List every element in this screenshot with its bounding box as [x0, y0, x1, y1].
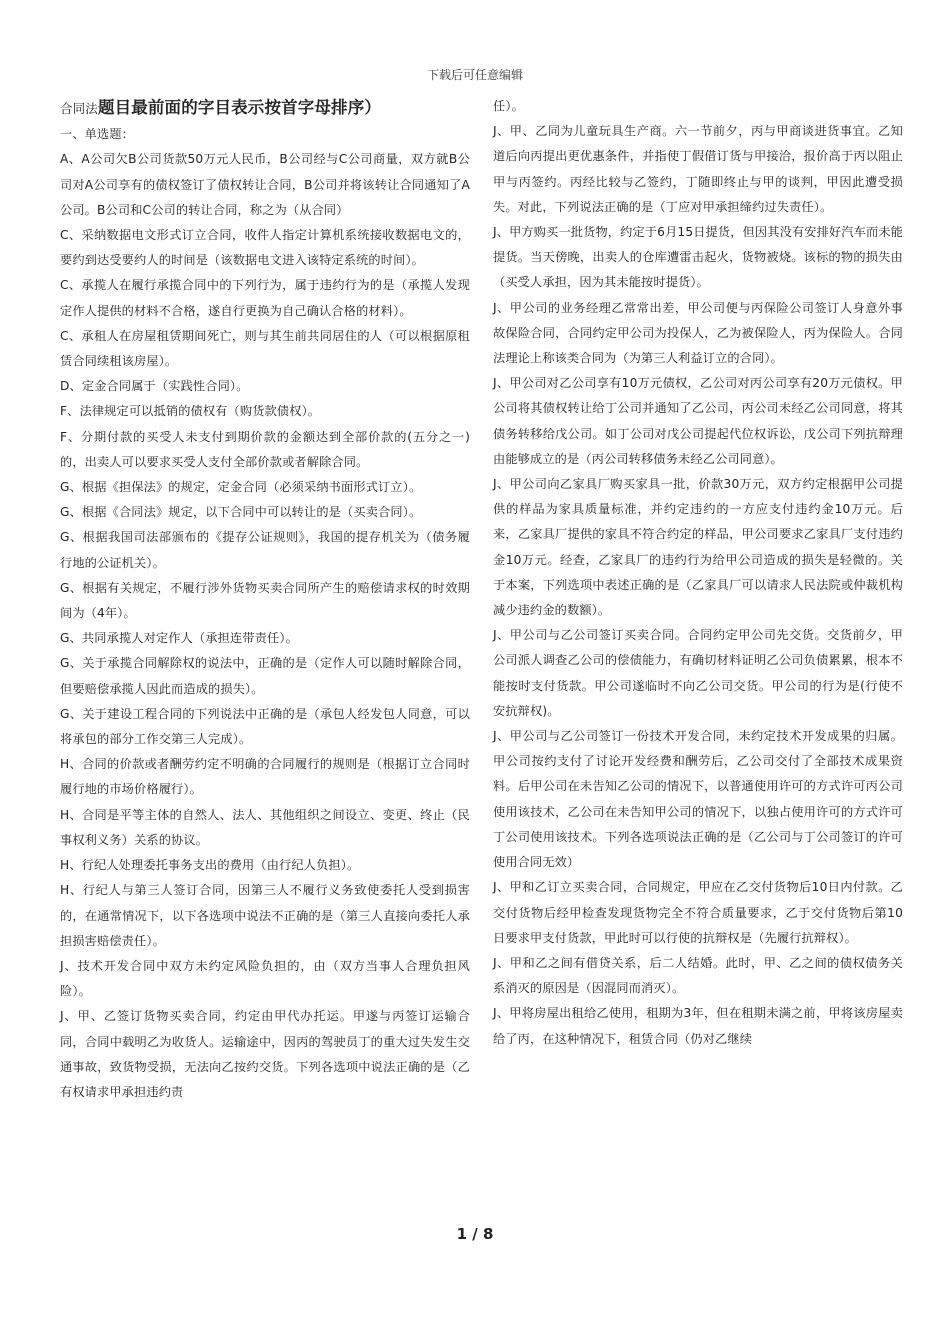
question-item: G、根据《担保法》的规定，定金合同（必须采纳书面形式订立）。 — [60, 480, 422, 495]
question-item: C、承揽人在履行承揽合同中的下列行为，属于违约行为的是（承揽人发现定作人提供的材料不合格，遂自行更换为自己确认合格的材料）。 — [60, 278, 470, 318]
title-main: 题目最前面的字目表示按首字母排序） — [97, 98, 382, 117]
question-item: J、技术开发合同中双方未约定风险负担的，由（双方当事人合理负担风险）。 — [60, 958, 470, 999]
section-heading: 一、单选题： — [60, 127, 135, 142]
question-item: J、甲公司与乙公司签订买卖合同。合同约定甲公司先交货。交货前夕，甲公司派人调查乙公司的偿债能力，有确切材料证明乙公司负债累累，根本不能按时支付货款。甲公司遂临时不向乙公司交货。甲公司的行为是(行使不安抗辩权)。 — [493, 628, 903, 718]
document-title — [60, 95, 470, 122]
question-item: J、甲公司的业务经理乙常常出差，甲公司便与丙保险公司签订人身意外事故保险合同，合同约定甲公司为投保人，乙为被保险人，丙为保险人。合同法理论上称该类合同为（为第三人利益订立的合同）。 — [493, 300, 903, 366]
question-item: 任）。 — [493, 99, 524, 113]
question-item: C、采纳数据电文形式订立合同，收件人指定计算机系统接收数据电文的，要约到达受要约人的时间是（该数据电文进入该特定系统的时间）。 — [60, 228, 470, 268]
question-item: G、关于建设工程合同的下列说法中正确的是（承包人经发包人同意，可以将承包的部分工作交第三人完成）。 — [60, 706, 470, 747]
question-item: J、甲将房屋出租给乙使用，租期为3年，但在租期未满之前，甲将该房屋卖给了丙，在这种情况下，租赁合同（仍对乙继续 — [493, 1006, 903, 1046]
title-prefix: 合同法 — [60, 101, 98, 116]
question-item: C、承租人在房屋租赁期间死亡，则与其生前共同居住的人（可以根据原租赁合同续租该房屋）。 — [60, 328, 470, 369]
question-item: J、甲、乙同为儿童玩具生产商。六一节前夕，丙与甲商谈进货事宜。乙知道后向丙提出更优惠条件，并指使丁假借订货与甲接洽，报价高于丙以阻止甲与丙签约。丙经比较与乙签约，丁随即终止与甲的谈判，甲因此遭受损失。对此，下列说法正确的是（丁应对甲承担缔约过失责任）。 — [493, 124, 903, 214]
question-item: D、定金合同属于（实践性合同）。 — [60, 379, 249, 394]
question-item: F、法律规定可以抵销的债权有（购货款债权）。 — [60, 404, 321, 419]
question-item: J、甲和乙订立买卖合同，合同规定，甲应在乙交付货物后10日内付款。乙交付货物后经甲检查发现货物完全不符合质量要求，乙于交付货物后第10日要求甲支付货款，甲此时可以行使的抗辩权是（先履行抗辩权）。 — [493, 880, 903, 945]
question-item: G、根据我国司法部颁布的《提存公证规则》，我国的提存机关为（债务履行地的公证机关）。 — [60, 530, 470, 570]
question-item: H、行纪人与第三人签订合同，因第三人不履行义务致使委托人受到损害的，在通常情况下，以下各选项中说法不正确的是（第三人直接向委托人承担损害赔偿责任）。 — [60, 883, 470, 948]
question-item: J、甲和乙之间有借贷关系，后二人结婚。此时，甲、乙之间的债权债务关系消灭的原因是（因混同而消灭）。 — [493, 955, 903, 996]
question-item: J、甲公司对乙公司享有10万元债权，乙公司对丙公司享有20万元债权。甲公司将其债权转让给丁公司并通知了乙公司，丙公司未经乙公司同意，将其债务转移给戊公司。如丁公司对戊公司提起代位权诉讼，戊公司下列抗辩理由能够成立的是（丙公司转移债务未经乙公司同意）。 — [493, 376, 903, 466]
question-item: A、A公司欠B公司货款50万元人民币，B公司经与C公司商量，双方就B公司对A公司享有的债权签订了债权转让合同，B公司并将该转让合同通知了A公司。B公司和C公司的转让合同，称之为（从合同） — [60, 152, 470, 217]
question-item: H、合同的价款或者酬劳约定不明确的合同履行的规则是（根据订立合同时履行地的市场价格履行）。 — [60, 757, 470, 797]
right-column — [493, 94, 903, 1052]
question-item: J、甲方购买一批货物，约定于6月15日提货，但因其没有安排好汽车而未能提货。当天傍晚，出卖人的仓库遭雷击起火，货物被烧。该标的物的损失由（买受人承担，因为其未能按时提货）。 — [493, 225, 903, 290]
question-item: G、共同承揽人对定作人（承担连带责任）。 — [60, 631, 298, 646]
question-item: J、甲公司与乙公司签订一份技术开发合同，未约定技术开发成果的归属。甲公司按约支付了讨论开发经费和酬劳后，乙公司交付了全部技术成果资料。后甲公司在未告知乙公司的情况下，以普通使用许可的方式许可丙公司使用该技术，乙公司在未告知甲公司的情况下，以独占使用许可的方式许可丁公司使用该技术。下列各选项说法正确的是（乙公司与丁公司签订的许可使用合同无效） — [493, 729, 903, 870]
question-item: G、关于承揽合同解除权的说法中，正确的是（定作人可以随时解除合同，但要赔偿承揽人因此而造成的损失）。 — [60, 656, 470, 696]
page-indicator: 1 / 8 — [456, 1225, 494, 1243]
question-item: G、根据有关规定，不履行涉外货物买卖合同所产生的赔偿请求权的时效期间为（4年）。 — [60, 580, 470, 621]
question-item: J、甲公司向乙家具厂购买家具一批，价款30万元，双方约定根据甲公司提供的样品为家具质量标准，并约定违约的一方应支付违约金10万元。后来，乙家具厂提供的家具不符合约定的样品，甲公司要求乙家具厂支付违约金10万元。经查，乙家具厂的违约行为给甲公司造成的损失是轻微的。关于本案，下列选项中表述正确的是（乙家具厂可以请求人民法院或仲裁机构减少违约金的数额）。 — [493, 477, 903, 618]
question-item: H、行纪人处理委托事务支出的费用（由行纪人负担）。 — [60, 858, 360, 873]
question-item: F、分期付款的买受人未支付到期价款的金额达到全部价款的(五分之一)的，出卖人可以要求买受人支付全部价款或者解除合同。 — [60, 429, 470, 469]
question-item: J、甲、乙签订货物买卖合同，约定由甲代办托运。甲遂与丙签订运输合同，合同中载明乙为收货人。运输途中，因丙的驾驶员丁的重大过失发生交通事故，致货物受损，无法向乙按约交货。下列各选项中说法正确的是（乙有权请求甲承担违约责 — [60, 1009, 470, 1099]
left-column — [60, 95, 470, 1105]
question-item: H、合同是平等主体的自然人、法人、其他组织之间设立、变更、终止（民事权利义务）关系的协议。 — [60, 807, 470, 847]
question-item: G、根据《合同法》规定，以下合同中可以转让的是（买卖合同）。 — [60, 505, 422, 520]
header-note: 下载后可任意编辑 — [426, 68, 523, 82]
